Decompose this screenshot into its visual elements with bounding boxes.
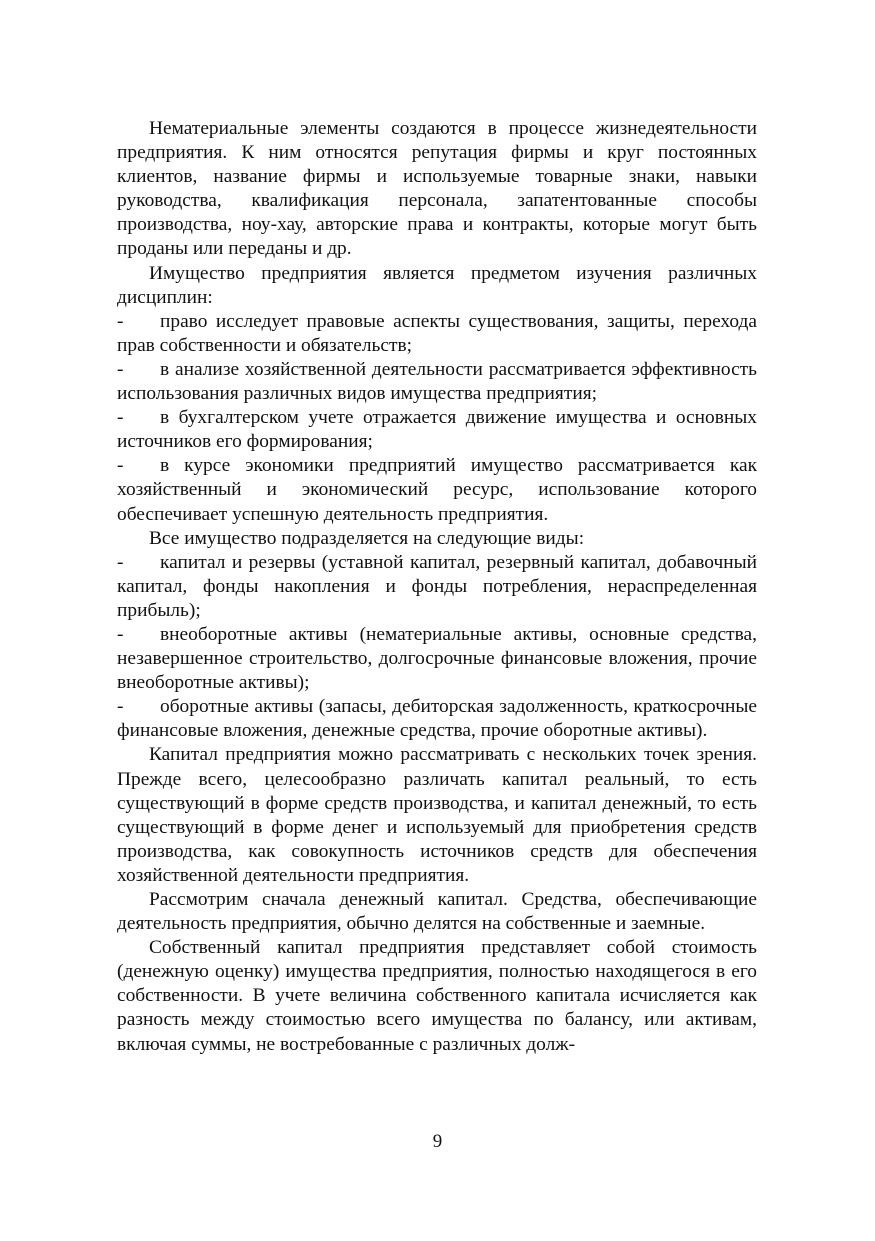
list-marker: - [117, 551, 124, 573]
list-marker: - [117, 407, 124, 429]
paragraph-own-capital: Собственный капитал предприятия представляет собой стоимость (денежную оценку) имущества предприятия, полностью находящегося в его собственности. В учете величина собственного капитала исчисляется как разность между стоимостью всего имущества по балансу, или активам, включая суммы, не востребованные с различных долж- [117, 937, 757, 1055]
list-marker: - [117, 455, 124, 477]
paragraph-property-disciplines: Имущество предприятия является предметом изучения различных дисциплин: [117, 262, 757, 308]
list-item-text: право исследует правовые аспекты существования, защиты, перехода прав собственности и обязательств; [117, 310, 757, 356]
list-item [117, 695, 757, 743]
page-number: 9 [432, 1131, 443, 1152]
list-marker: - [117, 696, 124, 718]
page-body [117, 117, 757, 1057]
list-item [117, 454, 757, 526]
paragraph-money-capital: Рассмотрим сначала денежный капитал. Средства, обеспечивающие деятельность предприятия, обычно делятся на собственные и заемные. [117, 889, 757, 935]
list-marker: - [117, 623, 124, 645]
list-marker: - [117, 310, 124, 332]
list-item-text: внеоборотные активы (нематериальные активы, основные средства, незавершенное строительство, долгосрочные финансовые вложения, прочие внеоборотные активы); [117, 623, 757, 694]
paragraph-capital-views: Капитал предприятия можно рассматривать с нескольких точек зрения. Прежде всего, целесообразно различать капитал реальный, то есть существующий в форме средств производства, и капитал денежный, то есть существующий в форме денег и используемый для приобретения средств производства, как совокупность источников средств для обеспечения хозяйственной деятельности предприятия. [117, 744, 757, 886]
list-item-text: в анализе хозяйственной деятельности рассматривается эффективность использования различных видов имущества предприятия; [117, 358, 757, 405]
paragraph-property-types: Все имущество подразделяется на следующие виды: [149, 527, 585, 549]
list-item-text: капитал и резервы (уставной капитал, резервный капитал, добавочный капитал, фонды накопления и фонды потребления, нераспределенная прибыль); [117, 551, 757, 621]
list-item-text: в бухгалтерском учете отражается движение имущества и основных источников его формирования; [117, 407, 757, 453]
list-item [117, 623, 757, 695]
list-marker: - [117, 358, 124, 380]
list-item-text: оборотные активы (запасы, дебиторская задолженность, краткосрочные финансовые вложения, денежные средства, прочие оборотные активы). [117, 696, 757, 742]
list-item [117, 406, 757, 454]
list-item [117, 551, 757, 623]
list-item [117, 358, 757, 406]
paragraph-intangible-elements: Нематериальные элементы создаются в процессе жизнедеятельности предприятия. К ним относятся репутация фирмы и круг постоянных клиентов, название фирмы и используемые товарные знаки, навыки руководства, квалификация персонала, запатентованные способы производства, ноу-хау, авторские права и контракты, которые могут быть проданы или переданы и др. [117, 118, 757, 260]
list-item-text: в курсе экономики предприятий имущество рассматривается как хозяйственный и экономический ресурс, использование которого обеспечивает успешную деятельность предприятия. [117, 455, 757, 525]
list-item [117, 310, 757, 358]
